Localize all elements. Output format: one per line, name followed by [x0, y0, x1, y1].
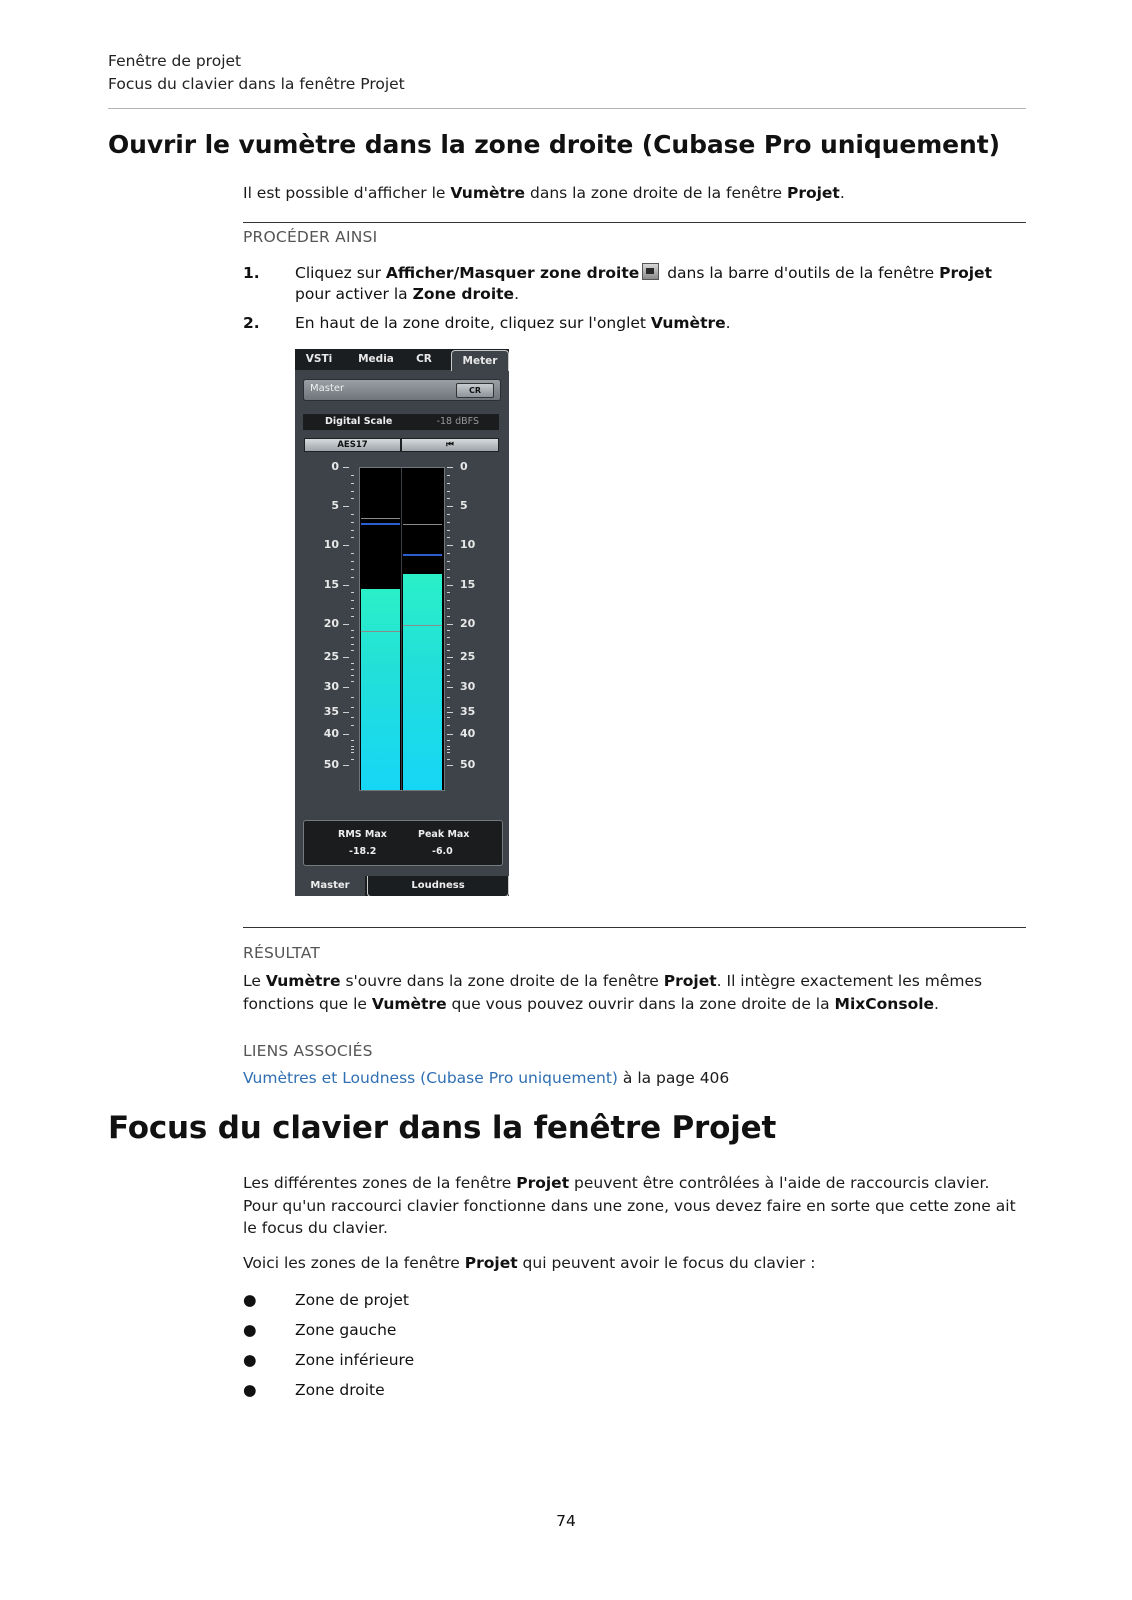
meter-scale-tick: [343, 734, 349, 735]
meter-scale-tick: [447, 467, 453, 468]
focus-paragraph: Les différentes zones de la fenêtre Projet peuvent être contrôlées à l'aide de raccourcis clavier. Pour qu'un raccourci clavier fonctionne dans une zone, vous devez faire en sorte que cette zone ait le focus du clavier.: [243, 1174, 1016, 1237]
procedure-label: PROCÉDER AINSI: [243, 228, 378, 246]
rms-line-left: [361, 631, 400, 632]
meter-scale-minor-tick: [447, 740, 450, 741]
meter-scale-minor-tick: [351, 650, 354, 651]
meter-scale-minor-tick: [351, 616, 354, 617]
meter-scale-minor-tick: [351, 749, 354, 750]
meter-scale-tick: [447, 657, 453, 658]
hold-line-right: [403, 524, 442, 525]
meter-scale-tick: [447, 734, 453, 735]
meter-scale-minor-tick: [447, 514, 450, 515]
meter-bar-right: [403, 574, 442, 790]
bullet-icon: ●: [243, 1351, 257, 1369]
peak-max-value: -6.0: [432, 846, 453, 857]
meter-scale-minor-tick: [351, 644, 354, 645]
meter-scale-minor-tick: [447, 483, 450, 484]
related-links-label: LIENS ASSOCIÉS: [243, 1042, 373, 1060]
procedure-divider: [243, 222, 1026, 223]
meter-scale-minor-tick: [447, 522, 450, 523]
meter-scale-label: 5: [331, 499, 339, 513]
meter-scale-minor-tick: [447, 553, 450, 554]
meter-scale-tick: [447, 624, 453, 625]
bullet-icon: ●: [243, 1321, 257, 1339]
meter-scale-tick: [343, 467, 349, 468]
meter-scale-label: 35: [460, 705, 476, 719]
meter-scale-label: 15: [323, 577, 339, 591]
meter-scale-label: 5: [460, 499, 468, 513]
meter-scale-tick: [447, 712, 453, 713]
header-chapter: Fenêtre de projet: [108, 52, 242, 70]
running-header: [108, 50, 1026, 96]
meter-scale-minor-tick: [351, 537, 354, 538]
bullet-icon: ●: [243, 1291, 257, 1309]
meter-scale-minor-tick: [351, 514, 354, 515]
meter-scale-minor-tick: [447, 491, 450, 492]
meter-scale-minor-tick: [447, 608, 450, 609]
peak-hold-right: [403, 554, 442, 556]
tab-media[interactable]: Media: [358, 353, 394, 365]
meter-scale-tick: [343, 545, 349, 546]
meter-scale-minor-tick: [447, 749, 450, 750]
master-label: Master: [310, 383, 345, 394]
meter-scale-label: 10: [323, 538, 339, 552]
meter-statistics: [303, 820, 503, 866]
meter-scale-minor-tick: [447, 592, 450, 593]
step-1: [243, 263, 1026, 305]
meter-scale-minor-tick: [351, 717, 354, 718]
meter-scale-tick: [343, 624, 349, 625]
meter-scale-minor-tick: [351, 759, 354, 760]
meter-scale-label: 15: [460, 577, 476, 591]
meter-scale-minor-tick: [447, 644, 450, 645]
meter-scale-label: 50: [460, 757, 476, 771]
meter-scale-minor-tick: [351, 498, 354, 499]
meter-scale-tick: [447, 506, 453, 507]
meter-scale-minor-tick: [351, 675, 354, 676]
meter-scale-minor-tick: [351, 530, 354, 531]
meter-scale-minor-tick: [351, 663, 354, 664]
meter-scale-minor-tick: [447, 725, 450, 726]
meter-scale-label: 35: [323, 705, 339, 719]
meter-scale-label: 40: [323, 726, 339, 740]
meter-frame: [359, 467, 445, 791]
meter-scale-minor-tick: [447, 630, 450, 631]
meter-scale-label: 20: [323, 616, 339, 630]
header-divider: [108, 108, 1026, 109]
meter-scale-tick: [343, 657, 349, 658]
hold-line-left: [361, 518, 400, 519]
meter-scale-minor-tick: [351, 475, 354, 476]
meter-scale-minor-tick: [447, 650, 450, 651]
meter-scale-label: 25: [323, 649, 339, 663]
peak-hold-left: [361, 523, 400, 525]
related-link[interactable]: Vumètres et Loudness (Cubase Pro uniquement): [243, 1069, 618, 1087]
meter-scale-minor-tick: [447, 569, 450, 570]
meter-scale-minor-tick: [447, 663, 450, 664]
meter-scale-minor-tick: [447, 475, 450, 476]
meter-scale-tick: [343, 687, 349, 688]
rms-line-right: [403, 625, 442, 626]
meter-scale-tick: [447, 545, 453, 546]
bullet-icon: ●: [243, 1381, 257, 1399]
meter-scale-label: 50: [323, 757, 339, 771]
meter-scale-tick: [447, 687, 453, 688]
meter-scale-tick: [447, 585, 453, 586]
meter-button-row: [304, 438, 499, 452]
meter-scale-minor-tick: [351, 577, 354, 578]
meter-scale-minor-tick: [447, 637, 450, 638]
step-2: [243, 313, 1026, 335]
meter-scale-minor-tick: [447, 577, 450, 578]
meter-scale-minor-tick: [447, 537, 450, 538]
meter-scale-minor-tick: [351, 740, 354, 741]
meter-scale-tick: [343, 712, 349, 713]
related-page-ref: à la page 406: [617, 1069, 730, 1087]
result-divider: [243, 927, 1026, 928]
meter-scale-minor-tick: [447, 675, 450, 676]
meter-scale-label: 10: [460, 538, 476, 552]
meter-scale-minor-tick: [447, 759, 450, 760]
meter-scale-tick: [447, 765, 453, 766]
related-links: [243, 1067, 1026, 1090]
result-paragraph: Le Vumètre s'ouvre dans la zone droite de la fenêtre Projet. Il intègre exactement les mêmes fonctions que le Vumètre que vous pouvez ouvrir dans la zone droite de la MixConsole.: [243, 972, 983, 1013]
tab-loudness[interactable]: Loudness: [367, 876, 509, 896]
digital-scale-label: Digital Scale: [325, 416, 393, 427]
digital-scale-value: -18 dBFS: [436, 416, 479, 427]
section-title-keyboard-focus: Focus du clavier dans la fenêtre Projet: [108, 1110, 777, 1146]
zones-intro-paragraph: Voici les zones de la fenêtre Projet qui peuvent avoir le focus du clavier :: [243, 1254, 816, 1272]
meter-scale-minor-tick: [351, 746, 354, 747]
cr-button[interactable]: CR: [456, 383, 494, 398]
section-title-meter: Ouvrir le vumètre dans la zone droite (Cubase Pro uniquement): [108, 130, 1000, 159]
header-section: Focus du clavier dans la fenêtre Projet: [108, 75, 405, 93]
show-hide-right-zone-icon: [642, 263, 659, 280]
result-label: RÉSULTAT: [243, 944, 320, 962]
meter-scale-label: 30: [460, 679, 476, 693]
meter-scale-minor-tick: [447, 561, 450, 562]
meter-scale-minor-tick: [351, 707, 354, 708]
meter-scale-minor-tick: [447, 746, 450, 747]
right-zone-tabs: [295, 349, 509, 370]
meter-bar-left: [361, 589, 400, 790]
meter-scale-tick: [343, 585, 349, 586]
meter-scale-tick: [343, 506, 349, 507]
channel-divider: [401, 468, 402, 790]
meter-scale-label: 40: [460, 726, 476, 740]
meter-scale-minor-tick: [447, 707, 450, 708]
meter-scale-tick: [343, 765, 349, 766]
meter-scale-minor-tick: [447, 717, 450, 718]
meter-scale-label: 25: [460, 649, 476, 663]
step-text: En haut de la zone droite, cliquez sur l'onglet Vumètre.: [295, 314, 731, 332]
rms-max-value: -18.2: [349, 846, 377, 857]
meter-scale-minor-tick: [351, 522, 354, 523]
reset-meters-button[interactable]: ⏮: [401, 438, 499, 452]
meter-scale-minor-tick: [447, 752, 450, 753]
meter-scale-minor-tick: [351, 608, 354, 609]
meter-bottom-tabs: [295, 876, 509, 896]
meter-scale-minor-tick: [447, 681, 450, 682]
meter-scale-minor-tick: [351, 637, 354, 638]
meter-scale-minor-tick: [351, 697, 354, 698]
meter-scale-minor-tick: [447, 616, 450, 617]
meter-panel: [295, 349, 509, 896]
meter-scale-label: 30: [323, 679, 339, 693]
meter-scale-minor-tick: [351, 553, 354, 554]
meter-scale-minor-tick: [351, 483, 354, 484]
meter-scale-minor-tick: [447, 498, 450, 499]
meter-scale-minor-tick: [447, 669, 450, 670]
step-number: 1.: [243, 264, 260, 282]
meter-scale-minor-tick: [351, 681, 354, 682]
rms-max-label: RMS Max: [338, 829, 387, 840]
meter-scale-minor-tick: [351, 592, 354, 593]
page-number: 74: [556, 1512, 576, 1530]
tab-master[interactable]: Master: [295, 876, 365, 896]
meter-scale-minor-tick: [351, 600, 354, 601]
aes17-button[interactable]: AES17: [304, 438, 401, 452]
tab-cr[interactable]: CR: [416, 353, 432, 365]
tab-meter[interactable]: Meter: [451, 350, 509, 371]
meter-scale-minor-tick: [351, 561, 354, 562]
intro-paragraph: Il est possible d'afficher le Vumètre dans la zone droite de la fenêtre Projet.: [243, 184, 845, 202]
meter-scale-minor-tick: [351, 569, 354, 570]
step-text: Cliquez sur Afficher/Masquer zone droite dans la barre d'outils de la fenêtre Projet pour activer la Zone droite.: [295, 264, 992, 303]
meter-scale-label: 0: [460, 460, 468, 473]
meter-scale-minor-tick: [447, 697, 450, 698]
meter-scale-minor-tick: [351, 725, 354, 726]
meter-scale-label: 20: [460, 616, 476, 630]
step-number: 2.: [243, 314, 260, 332]
meter-scale-minor-tick: [447, 530, 450, 531]
peak-max-label: Peak Max: [418, 829, 470, 840]
meter-scale-label: 0: [331, 460, 339, 473]
meter-scale-minor-tick: [351, 630, 354, 631]
meter-scale-minor-tick: [351, 669, 354, 670]
meter-scale-minor-tick: [351, 752, 354, 753]
tab-vsti[interactable]: VSTi: [305, 353, 333, 365]
meter-display: [295, 459, 509, 809]
meter-scale-minor-tick: [351, 491, 354, 492]
meter-scale-minor-tick: [447, 600, 450, 601]
digital-scale-display[interactable]: [303, 414, 499, 430]
master-channel-bar[interactable]: [303, 379, 501, 401]
